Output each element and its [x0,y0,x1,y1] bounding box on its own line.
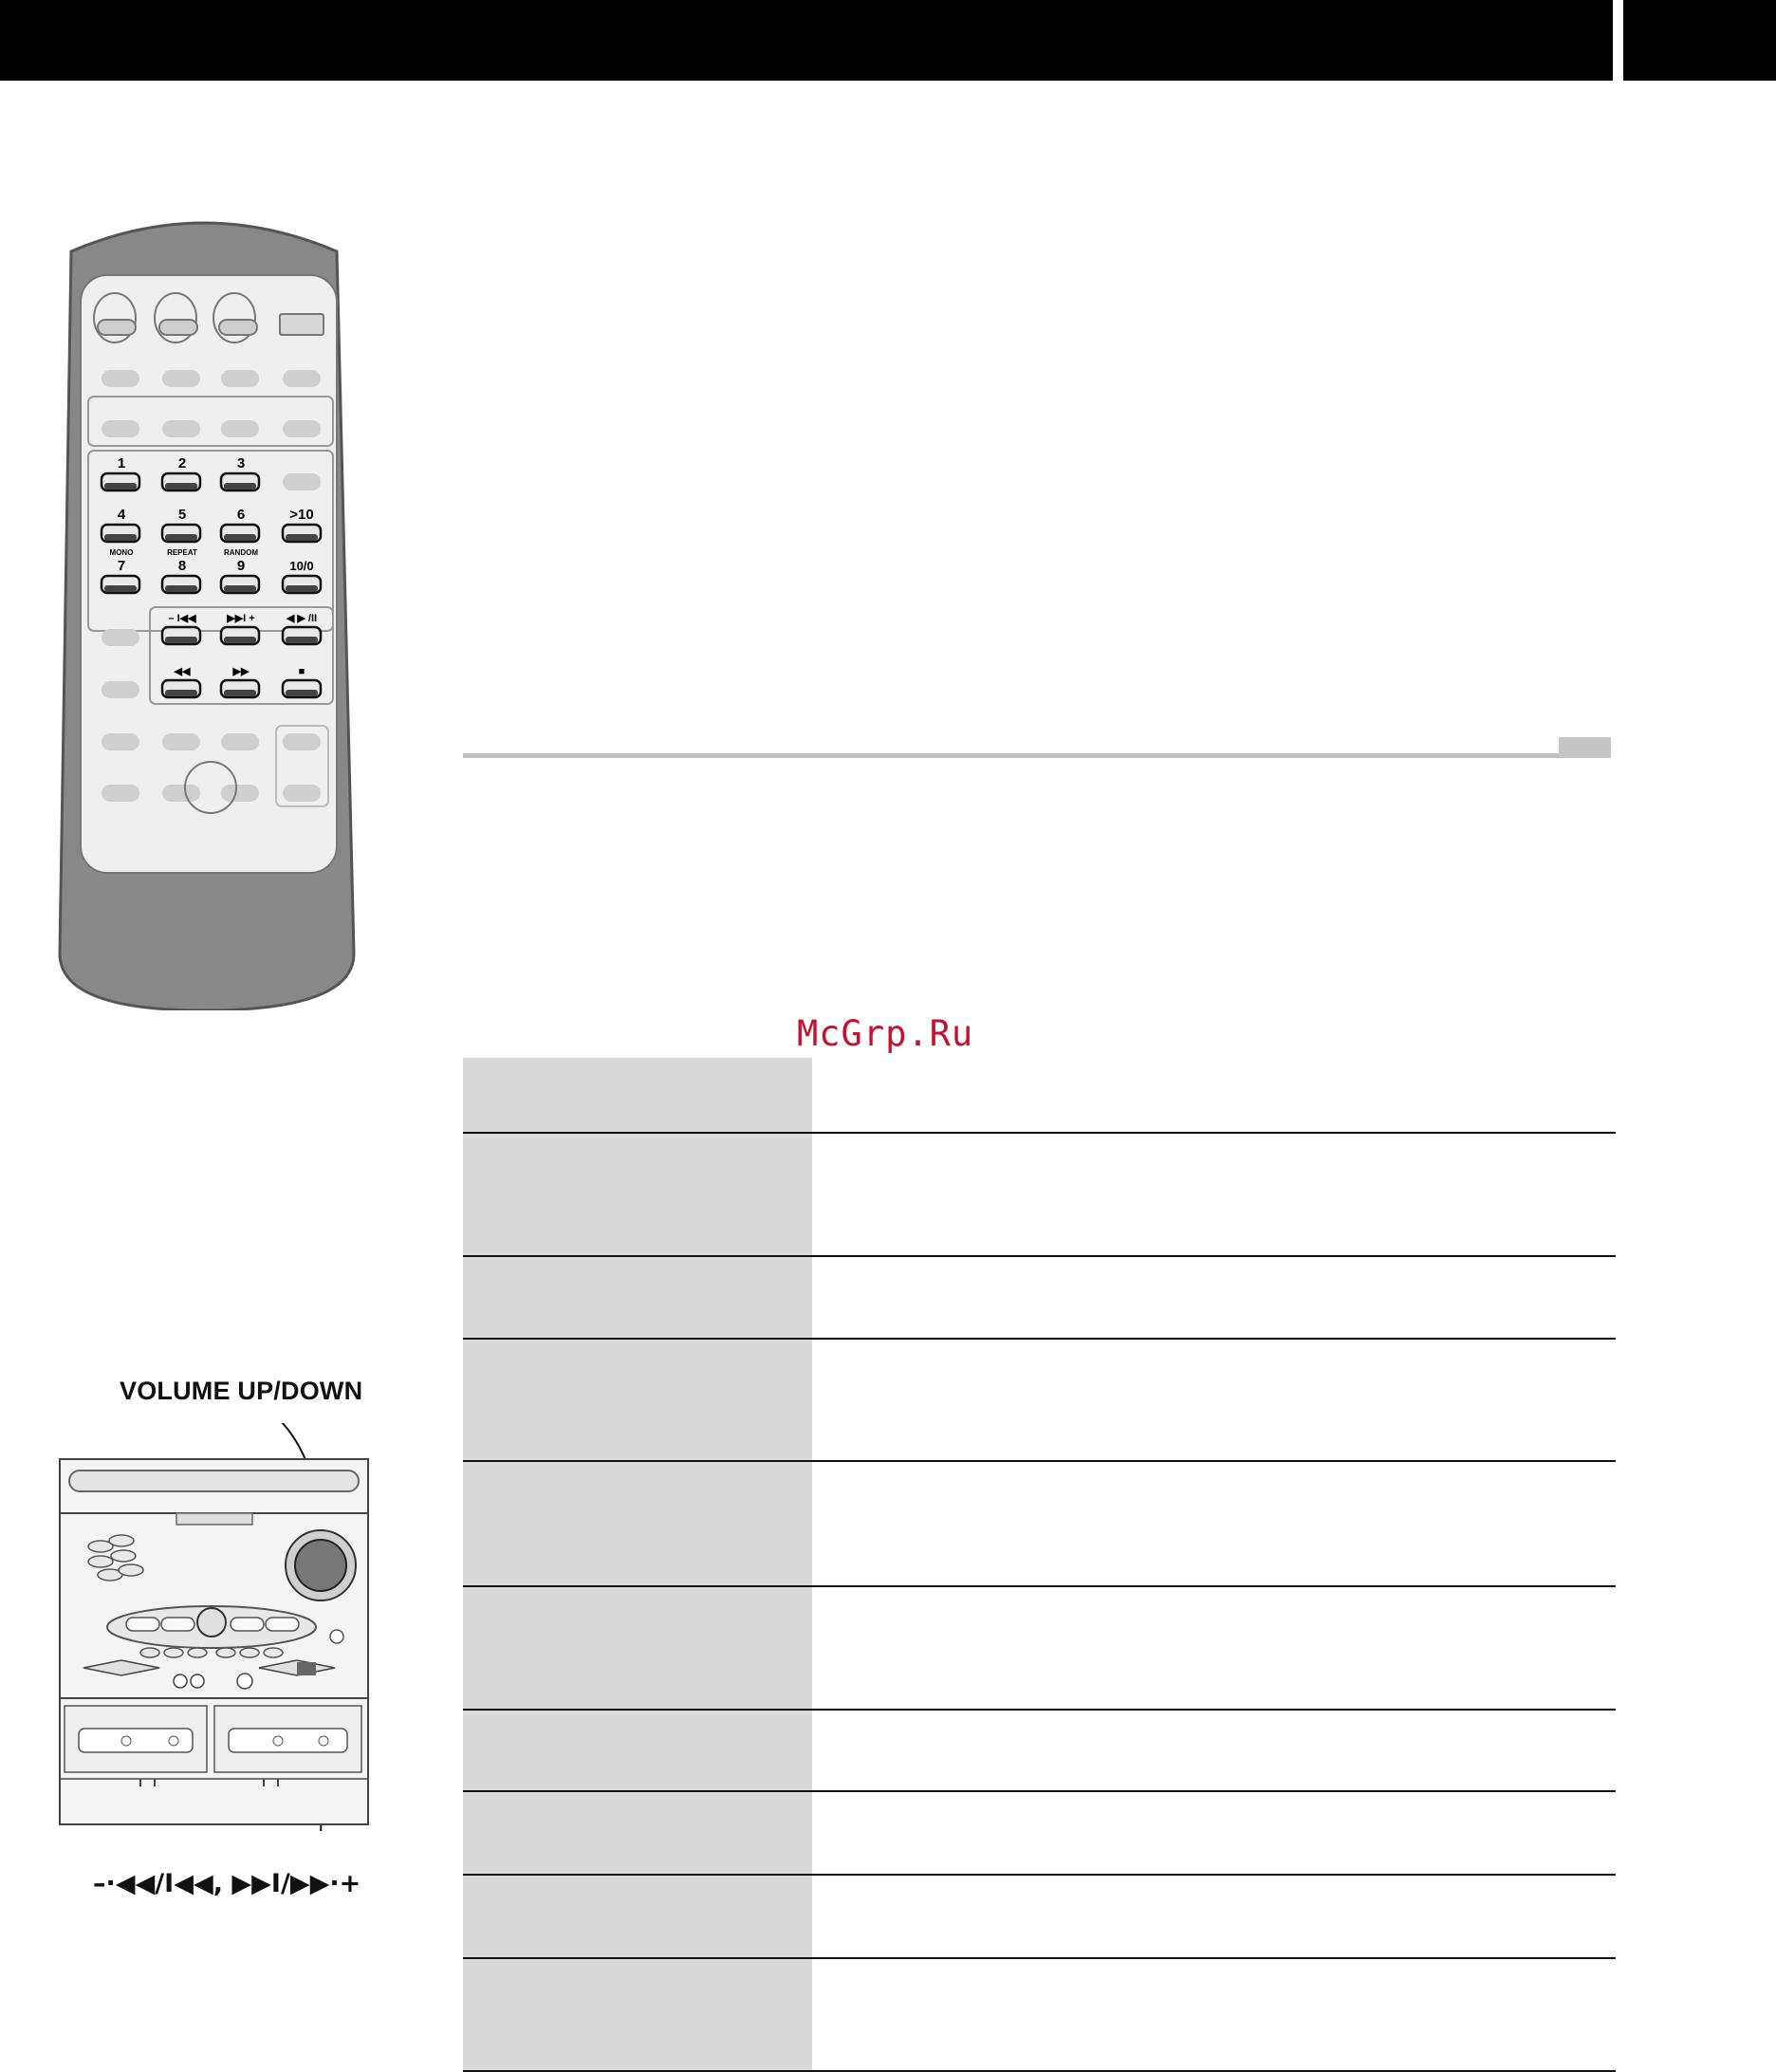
header-tab [1623,0,1776,81]
watermark-text: McGrp.Ru [797,1013,974,1054]
table-desc [812,1959,1616,2070]
table-row [463,1792,1616,1876]
key-6[interactable] [221,525,259,542]
key-10-0[interactable] [283,576,321,593]
remote-control-illustration [52,213,365,1010]
rew-label: ◀◀ [174,666,191,677]
stop-label: ■ [298,666,305,677]
table-term [463,1134,812,1255]
table-row [463,1058,1616,1134]
table-row [463,1340,1616,1462]
mono-label: MONO [109,548,134,557]
key-2[interactable] [162,473,200,490]
key-5-label: 5 [177,507,187,523]
table-row [463,1134,1616,1257]
key-5[interactable] [162,525,200,542]
table-desc [812,1134,1616,1255]
key-10-0-label: 10/0 [289,559,314,573]
table-term [463,1959,812,2070]
header-bar [0,0,1613,81]
table-row [463,1587,1616,1711]
table-row [463,1876,1616,1959]
key-6-label: 6 [236,507,246,523]
table-desc [812,1876,1616,1957]
ff-label: ▶▶ [232,666,250,677]
fast-forward-button[interactable] [221,680,259,697]
table-term [463,1257,812,1338]
stop-button[interactable] [283,680,321,697]
main-unit-illustration [55,1423,378,1831]
key-4[interactable] [102,525,139,542]
key-2-label: 2 [177,455,187,472]
table-term [463,1462,812,1585]
table-term [463,1587,812,1709]
table-desc [812,1340,1616,1460]
rewind-button[interactable] [162,680,200,697]
prev-button[interactable] [162,627,200,644]
key-9-label: 9 [236,558,246,574]
key-gt10[interactable] [283,525,321,542]
feature-table [463,1058,1616,2072]
table-desc [812,1792,1616,1874]
table-desc [812,1257,1616,1338]
table-term [463,1058,812,1132]
key-8[interactable] [162,576,200,593]
repeat-label: REPEAT [167,548,197,557]
key-1-label: 1 [117,455,126,472]
play-pause-button[interactable] [283,627,321,644]
section-divider [463,753,1559,758]
table-row [463,1257,1616,1340]
key-3-label: 3 [236,455,246,472]
section-tab [1559,737,1611,758]
play-pause-label: ◀ ▶ /II [286,613,318,624]
key-gt10-label: >10 [289,507,314,523]
next-button[interactable] [221,627,259,644]
key-4-label: 4 [117,507,126,523]
table-desc [812,1462,1616,1585]
key-7[interactable] [102,576,139,593]
volume-label: VOLUME UP/DOWN [120,1377,363,1405]
prev-label: – I◀◀ [168,613,196,624]
key-8-label: 8 [177,558,187,574]
table-desc [812,1711,1616,1790]
table-term [463,1792,812,1874]
next-label: ▶▶I + [227,613,255,624]
key-7-label: 7 [117,558,126,574]
table-term [463,1876,812,1957]
table-row [463,1959,1616,2072]
key-3[interactable] [221,473,259,490]
skip-label: –·◀◀/I◀◀, ▶▶I/▶▶·+ [93,1869,361,1898]
table-row [463,1711,1616,1792]
table-term [463,1711,812,1790]
key-1[interactable] [102,473,139,490]
key-9[interactable] [221,576,259,593]
table-desc [812,1058,1616,1132]
table-term [463,1340,812,1460]
table-row [463,1462,1616,1587]
random-label: RANDOM [224,548,258,557]
table-desc [812,1587,1616,1709]
